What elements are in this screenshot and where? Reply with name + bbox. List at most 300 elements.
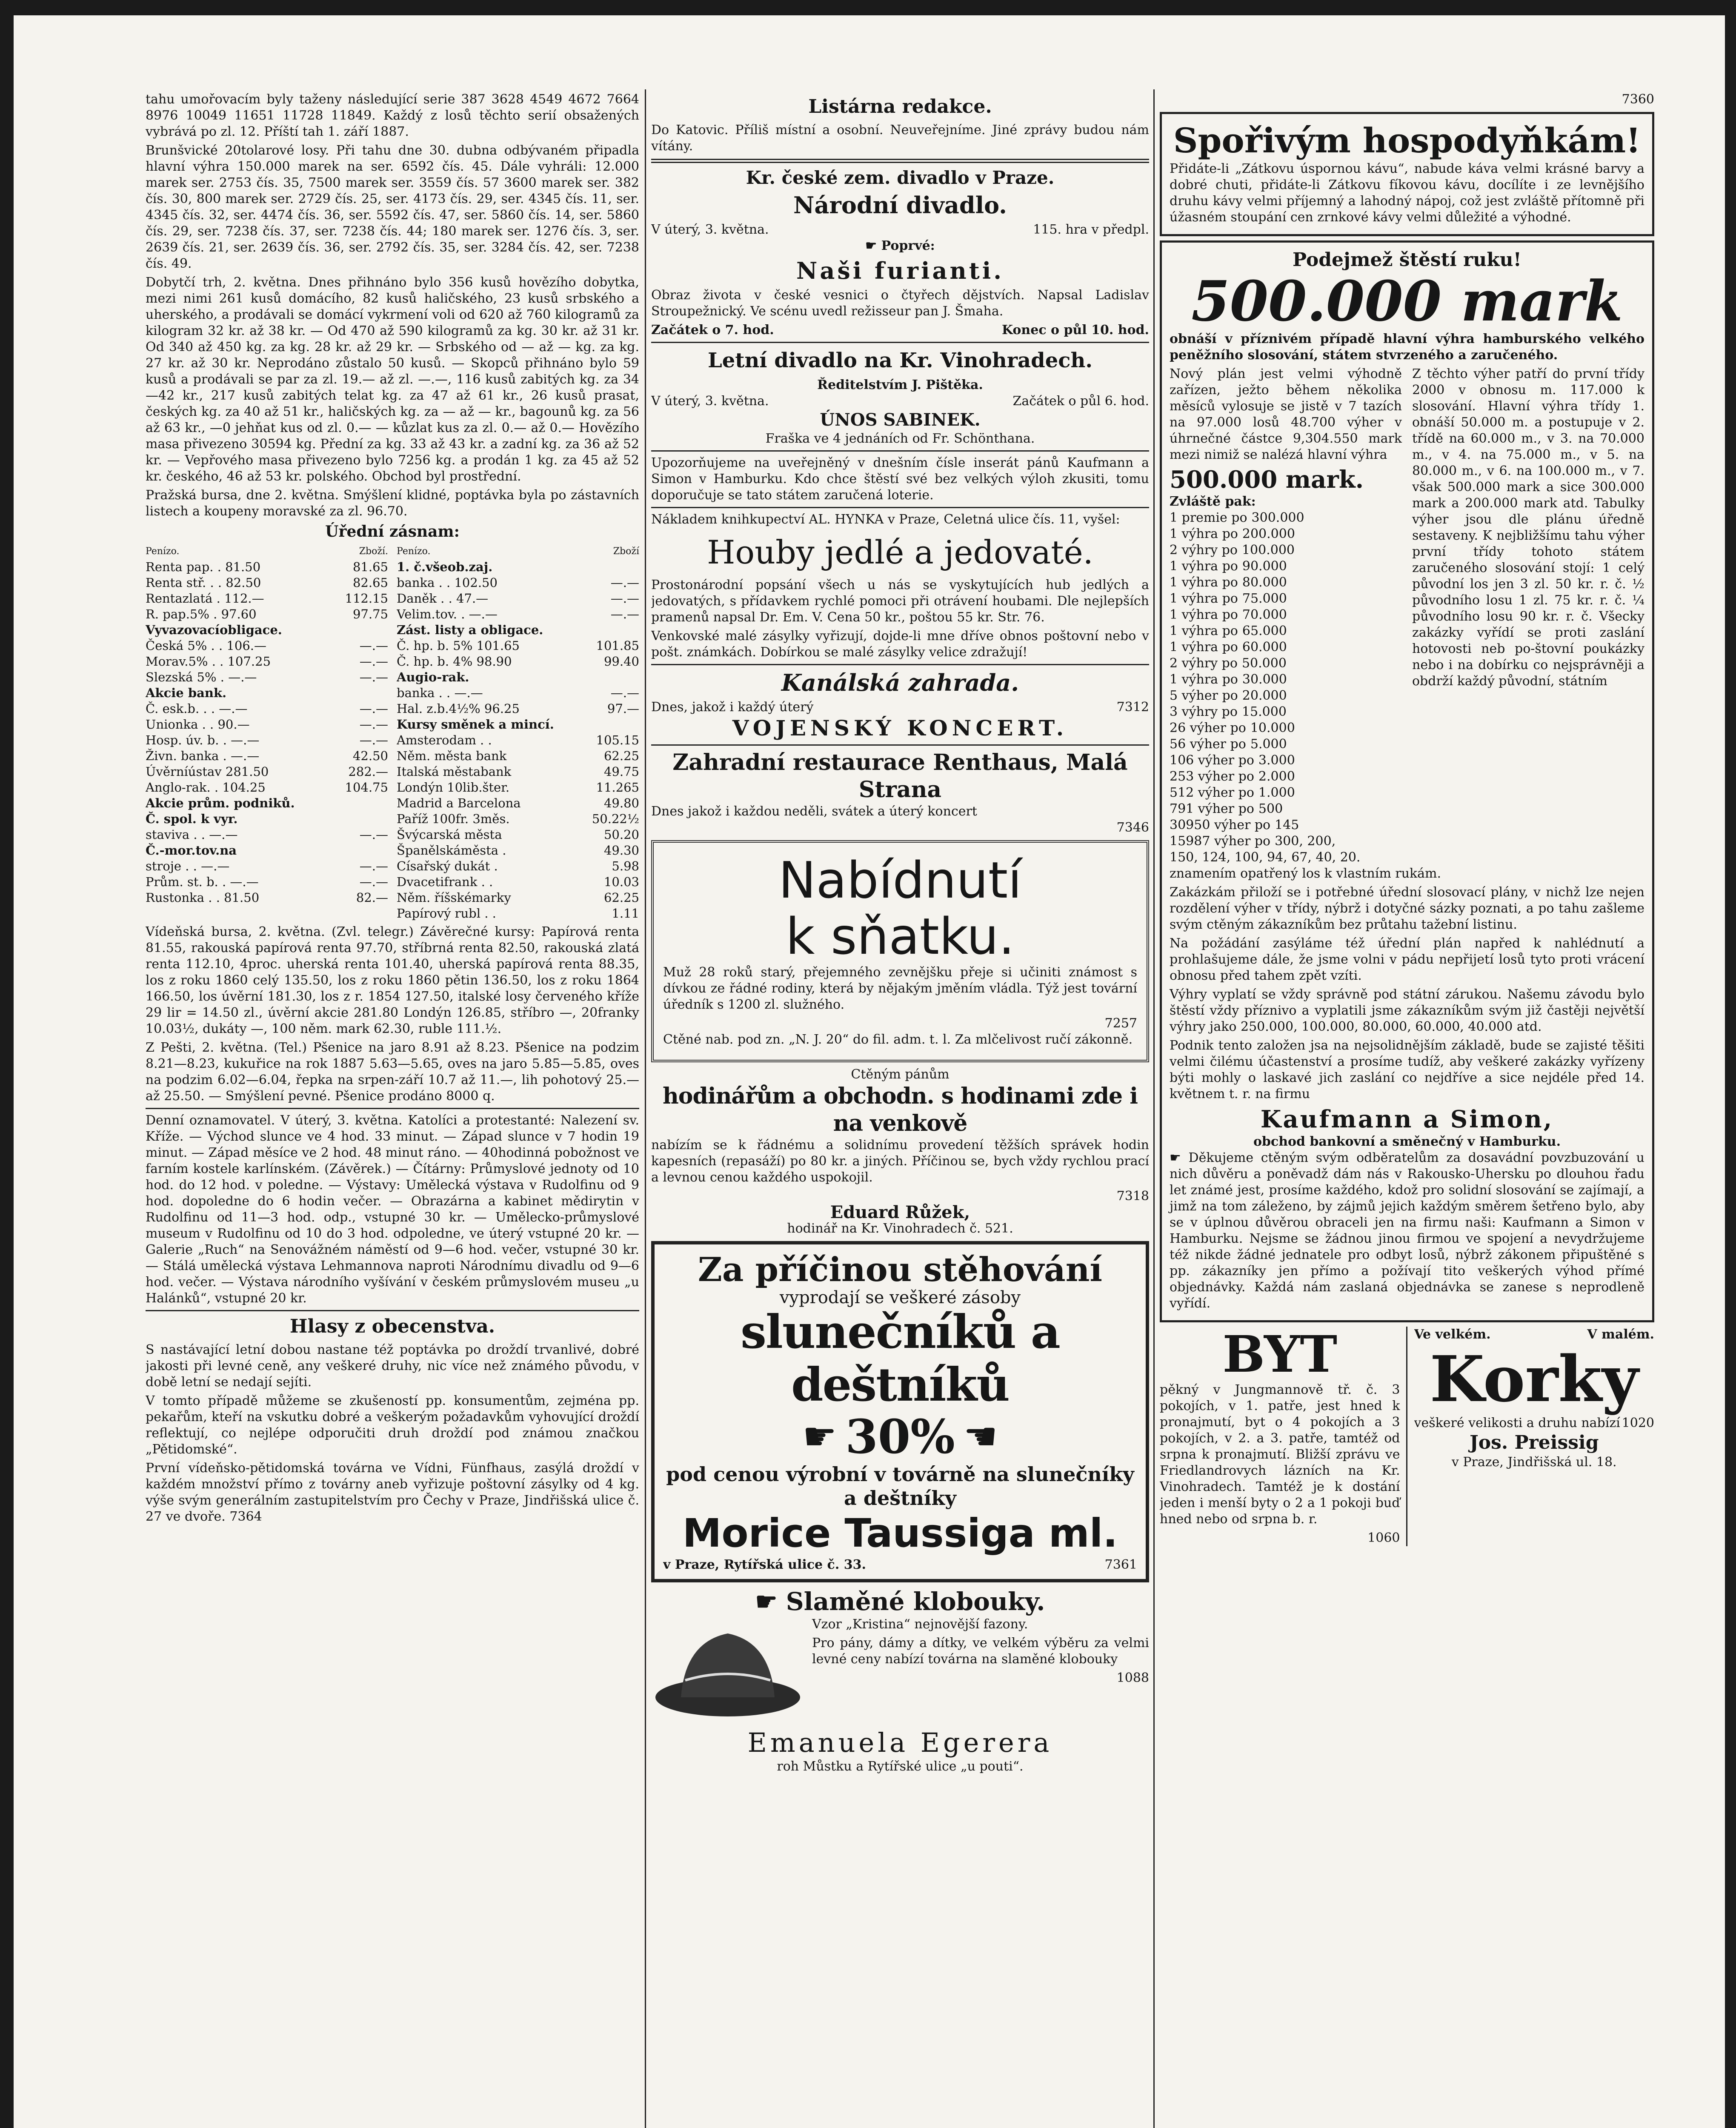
quote-label: Prům. st. b. . —.— [146, 875, 259, 889]
prize-row [1170, 542, 1402, 558]
quote-row [397, 638, 639, 654]
quote-value: —.— [610, 591, 639, 606]
direction: Ředitelstvím J. Pištěka. [817, 378, 983, 392]
prize-row [1170, 817, 1402, 833]
quote-value: —.— [359, 717, 388, 732]
quote-label: Renta stř. . . 82.50 [146, 575, 261, 590]
quote-label: Vyvazovacíobligace. [146, 623, 282, 637]
quote-value: 112.15 [345, 591, 388, 606]
quote-row [146, 654, 388, 669]
quotes-table-head-right [397, 543, 639, 559]
quote-row [146, 717, 388, 732]
quote-value: —.— [610, 686, 639, 700]
quote-row [397, 654, 639, 669]
farce-desc: Fraška ve 4 jednáních od Fr. Schönthana. [765, 431, 1035, 446]
quote-label: Rentazlatá . 112.— [146, 591, 264, 606]
quote-value: 105.15 [596, 733, 639, 747]
below-cost: pod cenou výrobní v továrně na slunečníky a deštníky [666, 1463, 1134, 1510]
prize-row [1170, 769, 1402, 785]
quote-row [146, 780, 388, 795]
vienna-exchange: Vídeňská bursa, 2. května. (Zvl. telegr.) Závěrečné kursy: Papírová renta 81.55, rakouská papírová renta 97.70, stříbrná renta 82.50, rakouská zlatá renta 112.10, 4proc. uherská renta 101.40, uherská papírová renta 88.35, los z roku 1860 celý 135.50, los z roku 1860 pětin 136.50, los z roku 1864 166.50, los úvěrní 181.30, los z r. 1854 127.50, italské losy červeného kříže 29 lir = 14.50 zl., úvěrní akcie 281.80 Londýn 126.85, stříbro —, 20franky 10.03½, dukáty —, 100 něm. mark 62.30, ruble 111.½. [146, 924, 639, 1036]
prize-amount: 15.000 [1241, 704, 1287, 719]
corks-ad [1414, 1327, 1655, 1546]
lottery-two-col [1170, 366, 1644, 866]
quote-row [146, 795, 388, 811]
yeast-para-1: S nastávající letní dobou nastane též poptávka po droždí trvanlivé, dobré jakosti při levné ceně, any veškeré druhy, nic více než známého původu, v době letní se nedají sejíti. [146, 1342, 639, 1390]
quote-label: banka . . —.— [397, 686, 483, 700]
lottery-text-4: Výhry vyplatí se vždy správně pod státní zárukou. Našemu závodu bylo štěstí vždy příznivo a vyplatili jsme zákazníkům svým již častěji největší výhry jako 250.000, 100.000, 80.000, 60.000, 40.000 atd. [1170, 987, 1644, 1034]
quote-row [146, 827, 388, 843]
apartment-text: pěkný v Jungmannově tř. č. 3 pokojích, v 1. patře, jest hned k pronajmutí, byt o 4 pokojích a 3 pokojích, v 2. a 3. patře, tamtéž od srpna k pronajmutí. Bližší zprávu ve Friedlandrovych lázních na Kr. Vinohradech. Tamtéž je k dostání jeden i menší byty o 2 a 1 pokoji buď hned nebo od srpna b. r. [1160, 1382, 1400, 1527]
quote-label: Augio-rak. [397, 670, 469, 684]
prize-amount: 145 [1275, 818, 1299, 832]
lottery-tagline: Podejmež štěstí ruku! [1293, 249, 1522, 271]
quote-label: Papírový rubl . . [397, 906, 496, 921]
quote-value: 62.25 [603, 890, 639, 905]
quote-row [146, 701, 388, 717]
quote-value: —.— [359, 638, 388, 653]
prize-row [1170, 688, 1402, 704]
quote-label: Česká 5% . . 106.— [146, 638, 266, 653]
bottom-ads-row [1160, 1324, 1654, 1546]
ad-number: 1060 [1367, 1530, 1400, 1545]
col-zbozi: Zboží [613, 546, 639, 557]
prize-amount: 500 [1258, 801, 1283, 816]
divider [651, 507, 1149, 508]
cattle-market: Dobytčí trh, 2. května. Dnes přihnáno bylo 356 kusů hovězího dobytka, mezi nimi 261 kusů domácího, 82 kusů haličského, 23 kusů srbského a uherského, a prodávali se domácí vykrmení voli od 620 až 760 kilogramů za kilogram 32 kr. až 38 kr. — Od 470 až 590 kilogramů za kg. 30 kr. až 31 kr. Od 340 až 450 kg. za kg. 28 kr. až 29 kr. — Srbského od — až — kg. za kg. 27 kr. až 30 kr. Neprodáno zůstalo 50 kusů. — Skopců přihnáno bylo 59 kusů a prodávali se par za zl. 19.— až zl. —.—, 116 kusů zabitých kg. za 34—42 kr., 217 kusů zabitých telat kg. za 47 až 61 kr., 26 kusů prasat, českých kg. za 40 až 51 kr., haličských kg. za — až — kr., bagounů kg. za 56 až 63 kr., —0 jehňat kus od zl. 0.— — kůzlat kus za zl. 0.— až 0.— Hovězího masa přivezeno 30594 kg. Přední za kg. 33 až 43 kr. a zadní kg. za 36 až 52 kr. — Vepřového masa přivezeno bylo 7256 kg. a prodán 1 kg. za 45 až 52 kr. českého, 46 až 53 kr. polského. Obchod byl prostřední. [146, 275, 639, 484]
prize-amount: 300, 200, [1275, 834, 1336, 849]
quote-row [397, 669, 639, 685]
marriage-ad [651, 840, 1149, 1062]
quote-label: Velim.tov. . —.— [397, 607, 498, 621]
prize-count: 26 výher po [1170, 721, 1246, 735]
preissig-address: v Praze, Jindřišská ul. 18. [1451, 1455, 1617, 1470]
prize-row [1170, 785, 1402, 801]
lottery-text-1: znamením opatřený los k vlastním rukám. [1170, 866, 1441, 881]
quote-value: 50.22½ [592, 812, 639, 826]
performance-date [651, 222, 1149, 238]
marriage-title-2: k sňatku. [786, 907, 1015, 966]
quote-label: staviva . . —.— [146, 827, 238, 842]
column-divider [1153, 89, 1155, 2128]
start-time: Začátek o půl 6. hod. [1012, 394, 1149, 409]
quote-row [397, 764, 639, 780]
quote-label: banka . . 102.50 [397, 575, 498, 590]
quote-value: 282.— [348, 764, 388, 779]
prize-count: 2 výhry po [1170, 656, 1238, 671]
quote-row [397, 858, 639, 874]
prize-count: 1 výhra po [1170, 591, 1238, 606]
date: V úterý, 3. května. [651, 394, 769, 409]
prize-row [1170, 591, 1402, 607]
start-time: Začátek o 7. hod. [651, 323, 774, 338]
quote-row [146, 843, 388, 858]
quote-row [146, 748, 388, 764]
lottery-text-2: Zakázkám přiloží se i potřebné úřední slosovací plány, v nichž lze nejen rozdělení výher v třídy, nýbrž i dotyčné sázky poznati, a po tahu zašleme svým ctěným zákazníkům bez průtahu tažební listinu. [1170, 885, 1644, 932]
quote-row [397, 795, 639, 811]
prize-amount: 20.000 [1242, 688, 1287, 703]
prize-row [1170, 655, 1402, 672]
corks-header [1414, 1327, 1655, 1343]
quote-row [397, 622, 639, 638]
quote-row [146, 559, 388, 575]
lottery-notice: Upozorňujeme na uveřejněný v dnešním čísle inserát pánů Kaufmann a Simon v Hamburku. Kdo chce štěstí své bez velkých výloh zkusiti, tomu doporučuje se tato státem zaručená loterie. [651, 455, 1149, 503]
quote-label: 1. č.všeob.zaj. [397, 560, 493, 574]
quote-row [397, 701, 639, 717]
quote-value: 99.40 [603, 654, 639, 669]
canal-garden-date [651, 699, 1149, 715]
pointing-hand-icon: ☛ [802, 1414, 837, 1459]
quote-label: Italská městabank [397, 764, 512, 779]
quote-label: Hal. z.b.4½% 96.25 [397, 701, 520, 716]
kaufmann-simon: Kaufmann a Simon, [1260, 1105, 1554, 1133]
quote-label: Č. esk.b. . . —.— [146, 701, 248, 716]
quote-row [397, 843, 639, 858]
quote-label: Úvěrníústav 281.50 [146, 764, 269, 779]
quote-label: Něm. říšskémarky [397, 890, 511, 905]
quote-row [397, 717, 639, 732]
ruzek-name: Eduard Růžek, [830, 1202, 970, 1222]
quote-row [397, 827, 639, 843]
divider [146, 1108, 639, 1109]
prize-tail: 150, 124, 100, 94, 67, 40, 20. [1170, 850, 1361, 865]
quote-row [397, 606, 639, 622]
morice-address: v Praze, Rytířská ulice č. 33. [663, 1557, 866, 1572]
quote-row [146, 669, 388, 685]
ad-number: 7312 [1116, 700, 1149, 715]
quote-value: —.— [359, 827, 388, 842]
divider [651, 450, 1149, 452]
morice-taussig: Morice Taussiga ml. [682, 1510, 1118, 1556]
column-finance [146, 92, 639, 2117]
straw-hats-title: ☛ Slaměné klobouky. [755, 1587, 1045, 1616]
quotes-left [146, 559, 388, 921]
quote-value: —.— [610, 575, 639, 590]
prize-amount: 5.000 [1250, 737, 1287, 752]
straw-hat-icon [651, 1616, 804, 1723]
quote-row [397, 559, 639, 575]
prize-row [1170, 801, 1402, 817]
especially: Zvláště pak: [1170, 494, 1256, 509]
corks-title: Korky [1430, 1342, 1639, 1416]
umbrellas-title: slunečníků a deštníků [741, 1305, 1060, 1412]
prize-row [1170, 526, 1402, 542]
public-voices-heading: Hlasy z obecenstva. [289, 1316, 495, 1337]
canal-garden: Kanálská zahrada. [781, 669, 1019, 696]
quote-value: 97.— [607, 701, 639, 716]
prize-amount: 300.000 [1251, 510, 1304, 525]
yeast-para-2: V tomto případě můžeme se zkušeností pp. konsumentům, zejména pp. pekařům, kteří na vskutku dobré a veškerým požadavkům vyhovující droždí reflektují, co nejlépe odporučiti druh droždí pod známou značkou „Pětidomské“. [146, 1393, 639, 1457]
quote-row [146, 606, 388, 622]
quote-value: 10.03 [603, 875, 639, 889]
prize-count: 15987 výher po [1170, 834, 1271, 849]
watchmakers-text: nabízím se k řádnému a solidnímu provedení těžších správek hodin kapesních (repasáží) po 80 kr. a jiných. Příčinou se, bych vždy rychlou prací a levnou cenou každého uspokojil. [651, 1138, 1149, 1185]
quote-label: Kursy směnek a mincí. [397, 717, 554, 732]
apartment-ad [1160, 1324, 1407, 1546]
thanks-text: ☛ Děkujeme ctěným svým odběratelům za dosavádní povzbuzování u nich důvěru a poněvadž dám nás v Rakousko-Uhersku po dlouhou řadu let známé jest, prosíme každého, kdož pro solidní slosování se zajímají, a jimž na tom záleženo, by zájmů jejich každým směrem šetřeno bylo, aby se v úplnou důvěrou obraceli jen na firmu naši: Kaufmann a Simon v Hamburku. Nejsme se žádnou jinou firmou ve spojení a nevydržujeme též nikde žádné jednatele pro odbyt losů, nýbrž zákonem připuštěné s pp. zákazníky jen přímo a požívají tito veškerých výhod přímé objednávky. Každá nám zaslaná objednávka se zanese s neprodleně vyřídí. [1170, 1150, 1644, 1311]
editorial-letters-heading: Listárna redakce. [808, 96, 992, 117]
quote-value: 82.— [356, 890, 388, 905]
lottery-ad [1160, 240, 1654, 1322]
quote-label: Živn. banka . —.— [146, 749, 260, 763]
prize-amount: 2.000 [1258, 769, 1295, 784]
moving-sale: Za příčinou stěhování [698, 1250, 1103, 1289]
prize-row [1170, 623, 1402, 639]
prize-row [1170, 607, 1402, 623]
quote-label: Něm. města bank [397, 749, 507, 763]
divider [651, 159, 1149, 163]
prize-count: 5 výher po [1170, 688, 1238, 703]
royal-theatre: Kr. české zem. divadlo v Praze. [746, 167, 1055, 188]
prize-count: 1 výhra po [1170, 526, 1238, 541]
prize-row [1170, 672, 1402, 688]
lottery-text-3: Na požádání zasýláme též úřední plán napřed k nahlédnutí a prohlašujeme dále, že jsme volni v pádu nepřijetí losů tyto proti vrácení obnosu před tahem zpět vzíti. [1170, 936, 1644, 983]
prize-amount: 100.000 [1241, 543, 1295, 558]
prize-list [1170, 510, 1402, 849]
prize-row [1170, 704, 1402, 720]
every-tuesday: Dnes, jakož i každý úterý [651, 700, 814, 715]
lottery-intro: obnáší v příznivém případě hlavní výhra hamburského velkého peněžního slosování, státem stvrzeného a zaručeného. [1170, 332, 1644, 363]
quote-row [146, 591, 388, 606]
prize-count: 1 výhra po [1170, 672, 1238, 687]
quote-label: Zást. listy a obligace. [397, 623, 543, 637]
quote-value: 11.265 [596, 780, 639, 795]
lottery-details: Z těchto výher patří do první třídy 2000 v obnosu m. 117.000 k slosování. Hlavní výhra třídy 1. obnáší 50.000 m. a postupuje v 2. třídě na 60.000 m., v 3. na 70.000 m., v 4. na 75.000 m., v 5. na 80.000 m., v 6. na 100.000 m., v 7. však 500.000 mark a sice 300.000 mark a 200.000 mark atd. Tabulky výher jsou dle plánu úředně sestaveny. K nejbližšímu tahu výher první třídy tohoto státem zaručeného slosování stojí: 1 celý původní los jen 3 zl. 50 kr. r. č. ½ původního losu 1 zl. 75 kr. r. č. ¼ původního losu 90 kr. r. č. Všecky zakázky vyřídí se proti zaslání hotovosti neb po-štovní poukázky nebo i na dobírku co nejsprávněji a obdrží každý původní, státním [1412, 366, 1644, 689]
umbrella-sale-ad [651, 1241, 1149, 1582]
scan-border-right [1725, 0, 1736, 2128]
shipping-note: Venkovské malé zásylky vyřizují, dojde-li mne dříve obnos poštovní nebo v pošt. známkách. Dobírkou se malé zásylky velice zdražují! [651, 629, 1149, 660]
prize-row [1170, 639, 1402, 655]
quote-label: Císařský dukát . [397, 859, 498, 873]
prize-amount: 75.000 [1242, 591, 1287, 606]
kristina-model: Vzor „Kristina“ nejnovější fazony. [812, 1617, 1028, 1632]
prize-count: 253 výher po [1170, 769, 1254, 784]
quote-value: —.— [359, 701, 388, 716]
quote-label: Madrid a Barcelona [397, 796, 521, 810]
egerer-address: roh Můstku a Rytířské ulice „u pouti“. [777, 1759, 1024, 1774]
ad-number: 1088 [1116, 1670, 1149, 1685]
play-title-2: ÚNOS SABINEK. [820, 410, 981, 430]
prize-amount: 3.000 [1258, 753, 1295, 768]
prize-row [1170, 510, 1402, 526]
publisher: Nákladem knihkupectví AL. HYNKA v Praze, Celetná ulice čís. 11, vyšel: [651, 512, 1120, 527]
quote-label: stroje . . —.— [146, 859, 230, 873]
prize-amount: 70.000 [1242, 607, 1287, 622]
watchmakers-title: hodinářům a obchodn. s hodinami zde i na venkově [663, 1083, 1138, 1136]
lottery-left [1170, 366, 1402, 866]
quote-row [397, 780, 639, 795]
prize-count: 1 výhra po [1170, 624, 1238, 638]
hat-offer: Pro pány, dámy a dítky, ve velkém výběru za velmi levné ceny nabízí továrna na slaměné klobouky [812, 1636, 1149, 1667]
prize-amount: 30.000 [1242, 672, 1287, 687]
quote-row [397, 685, 639, 701]
quote-label: Slezská 5% . —.— [146, 670, 257, 684]
prize-count: 1 výhra po [1170, 559, 1238, 574]
divider [651, 342, 1149, 343]
prize-row [1170, 833, 1402, 849]
quote-value: 49.30 [603, 843, 639, 858]
col-penize: Penízo. [397, 546, 431, 557]
quote-row [146, 622, 388, 638]
prize-amount: 80.000 [1242, 575, 1287, 590]
prize-amount: 200.000 [1242, 526, 1295, 541]
quote-row [397, 575, 639, 591]
quote-label: R. pap.5% . 97.60 [146, 607, 257, 621]
prize-amount: 1.000 [1258, 785, 1295, 800]
quote-value: 49.75 [603, 764, 639, 779]
quote-label: Paříž 100fr. 3měs. [397, 812, 510, 826]
quote-label: Č. spol. k vyr. [146, 812, 238, 826]
ad-number: 7361 [1104, 1557, 1137, 1572]
quote-row [146, 638, 388, 654]
play-title: Naši furianti. [796, 257, 1004, 284]
mushrooms-desc: Prostonárodní popsání všech u nás se vyskytujících hub jedlých a jedovatých, s přídavkem rychlé pomoci při otrávení houbami. Dle nejlepších pramenů napsal Dr. Em. V. Cena 50 kr., poštou 55 kr. Str. 76. [651, 578, 1149, 625]
quotes-table [146, 543, 639, 921]
quote-label: Č. hp. b. 4% 98.90 [397, 654, 512, 669]
quote-label: Amsterodam . . [397, 733, 492, 747]
prize-count: 106 výher po [1170, 753, 1254, 768]
ad-number: 7360 [1622, 92, 1654, 107]
lottery-text-5: Podnik tento založen jsa na nejsolidnějším základě, bude se zajisté těšiti velmi čilému účastenství a prosíme tudíž, aby veškeré zakázky vyřízeny býti mohly o laskavé jich zaslání co nejdříve a sice nejdéle před 14. květnem t. r. na firmu [1170, 1038, 1644, 1101]
quote-row [397, 890, 639, 906]
prize-count: 1 výhra po [1170, 575, 1238, 590]
prize-count: 512 výher po [1170, 785, 1254, 800]
prize-amount: 50.000 [1241, 656, 1287, 671]
preissig: Jos. Preissig [1469, 1432, 1599, 1453]
quote-row [146, 890, 388, 906]
housewives-text: Přidáte-li „Zátkovu úspornou kávu“, nabude káva velmi krásné barvy a dobré chuti, přidáte-li Zátkovu fíkovou kávu, docílíte i ze levnějšího druhu kávy velmi příjemný a lahodný nápoj, což jest zvláště přítomně při úžasném stoupání cen zrnkové kávy velmi důležité a výhodné. [1170, 161, 1644, 225]
mushrooms-title: Houby jedlé a jedovaté. [707, 533, 1093, 571]
quote-row [146, 811, 388, 827]
pointing-hand-icon: ☚ [963, 1414, 998, 1459]
showtimes [651, 322, 1149, 338]
quote-label: Anglo-rak. . 104.25 [146, 780, 266, 795]
column-divider [645, 89, 646, 2128]
yeast-para-3: První vídeňsko-pětidomská továrna ve Vídni, Fünfhaus, zasýlá droždí v každém množství přímo z továrny aneb vyřizuje poštovní zásylky od 4 kg. výše svým generálním zastupitelstvím pro Čechy v Praze, Jindřišská ulice č. 27 ve dvoře. 7364 [146, 1461, 639, 1524]
lottery-headline: 500.000 mark [1191, 269, 1623, 334]
pointing-hand-icon: ☛ [1170, 1150, 1189, 1165]
lottery-right [1412, 366, 1644, 866]
marriage-contact: Ctěné nab. pod zn. „N. J. 20“ do fil. adm. t. l. Za mlčelivost ručí zákonně. [663, 1032, 1133, 1047]
discount-row [663, 1411, 1137, 1462]
marriage-text: Muž 28 roků starý, přejemného zevnějšku přeje si učiniti známost s dívkou ze řádné rodiny, která by nějakým jměním vládla. Týž jest tovární úředník s 1200 zl. služného. [663, 965, 1137, 1012]
ad-number: 7318 [1116, 1189, 1149, 1204]
prize-count: 1 premie po [1170, 510, 1247, 525]
quote-value: —.— [359, 859, 388, 873]
wholesale: Ve velkém. [1414, 1327, 1491, 1342]
quote-row [397, 591, 639, 606]
morice-address-row [663, 1557, 1137, 1573]
quote-value: 62.25 [603, 749, 639, 763]
official-quotes-heading: Úřední zásnam: [325, 523, 460, 541]
quote-row [146, 575, 388, 591]
quote-row [146, 764, 388, 780]
quote-label: Hosp. úv. b. . —.— [146, 733, 260, 747]
renthaus-desc: Dnes jakož i každou neděli, svátek a úterý koncert [651, 804, 977, 819]
lottery-plan: Nový plán jest velmi výhodně zařízen, ježto během několika měsíců vylosuje se jistě v 7 tazích na 97.000 losů 48.700 výher v úhrnečné částce 9,304.550 mark mezi nimiž se nalézá hlavní výhra [1170, 366, 1402, 462]
marriage-title-1: Nabídnutí [778, 851, 1022, 910]
prize-count: 56 výher po [1170, 737, 1246, 752]
divider [651, 744, 1149, 746]
col-zbozi: Zboží. [359, 546, 388, 557]
col-penize: Penízo. [146, 546, 180, 557]
corks-text: veškeré velikosti a druhu nabízí [1414, 1416, 1620, 1430]
ruzek-address: hodinář na Kr. Vinohradech č. 521. [787, 1221, 1013, 1236]
retail: V malém. [1587, 1327, 1654, 1342]
prize-row [1170, 736, 1402, 752]
daily-notices: Denní oznamovatel. V úterý, 3. května. Katolíci a protestanté: Nalezení sv. Kříže. — Východ slunce ve 4 hod. 33 minut. — Západ slunce v 7 hodin 19 minut. — Západ měsíce ve 2 hod. 48 minut ráno. — 40hodinná pobožnost ve farním kostele karlínském. (Závěrek.) — Čítárny: Průmyslové jednoty od 10 hod. do 12 hod. v poledne. — Výstavy: Umělecká výstava v Rudolfinu od 9 hod. dopoledne do 6 hodin večer. — Obrazárna a kabinet mědirytin v Rudolfinu od 11—3 hod. odp., vstupné 30 kr. — Umělecko-průmyslové museum v Rudolfinu od 10 do 3 hod. odpoledne, ve úterý vstupné 20 kr. — Galerie „Ruch“ na Senovážném náměstí od 9—6 hod. večer, vstupné 30 kr. — Stálá umělecká výstava Lehmannova naproti Národnímu divadlu od 9—6 hod. večer. — Výstava národního vyšívání v českém průmyslovém museu „u Halánků“, vstupné 20 kr. [146, 1113, 639, 1306]
date: V úterý, 3. května. [651, 222, 769, 237]
quote-row [146, 858, 388, 874]
prize-count: 2 výhry po [1170, 543, 1238, 558]
housewives-ad [1160, 112, 1654, 236]
column-theatre-ads [651, 92, 1149, 2113]
quote-label: Unionka . . 90.— [146, 717, 250, 732]
national-theatre: Národní divadlo. [793, 192, 1007, 219]
quote-row [397, 906, 639, 921]
quote-value: 50.20 [603, 827, 639, 842]
end-time: Konec o půl 10. hod. [1002, 323, 1149, 338]
prize-row [1170, 720, 1402, 736]
quote-label: Renta pap. . 81.50 [146, 560, 261, 574]
quote-value: 82.65 [352, 575, 388, 590]
prize-count: 3 výhry po [1170, 704, 1238, 719]
quotes-table-head-left [146, 543, 388, 559]
quote-value: —.— [359, 875, 388, 889]
play-description: Obraz života v české vesnici o čtyřech dějstvích. Napsal Ladislav Stroupežnický. Ve scénu uvedl režisseur pan J. Šmaha. [651, 288, 1149, 319]
summer-showtimes [651, 393, 1149, 409]
quote-value: 81.65 [352, 560, 388, 574]
renthaus: Zahradní restaurace Renthaus, Malá Strana [672, 749, 1128, 803]
prize-row [1170, 575, 1402, 591]
quote-label: Č. hp. b. 5% 101.65 [397, 638, 520, 653]
quote-row [397, 811, 639, 827]
scan-border-left [0, 0, 14, 2128]
ad-number: 7346 [1116, 820, 1149, 835]
ad-number: 1020 [1622, 1416, 1654, 1430]
pointing-hand-icon: ☛ [865, 238, 881, 253]
quote-row [397, 874, 639, 890]
prize-count: 1 výhra po [1170, 640, 1238, 655]
quote-label: Daněk . . 47.— [397, 591, 489, 606]
quote-value: 42.50 [352, 749, 388, 763]
premiere-label: ☛ Poprvé: [865, 238, 935, 253]
column-ads [1160, 92, 1654, 2109]
editorial-letters: Do Katovic. Příliš místní a osobní. Neuveřejníme. Jiné zprávy budou nám vítány. [651, 123, 1149, 154]
quote-label: Č.-mor.tov.na [146, 843, 237, 858]
quote-label: Londýn 10lib.šter. [397, 780, 510, 795]
quote-label: Akcie bank. [146, 686, 227, 700]
prize-amount: 90.000 [1242, 559, 1287, 574]
brunswick-lottery: Brunšvické 20tolarové losy. Při tahu dne 30. dubna odbývaném připadla hlavní výhra 150.000 marek na ser. 6592 čís. 45. Dále vyhráli: 12.000 marek ser. 2753 čís. 35, 7500 marek ser. 3559 čís. 57 3600 marek ser. 382 čís. 30, 800 marek ser. 2729 čís. 25, ser. 4173 čís. 29, ser. 4345 čís. 11, ser. 4345 čís. 32, ser. 4474 čís. 36, ser. 5592 čís. 47, ser. 5860 čís. 14, ser. 5860 čís. 29, ser. 7238 čís. 37, ser. 7238 čís. 44; 180 marek ser. 1276 čís. 3, ser. 2639 čís. 21, ser. 2639 čís. 36, ser. 2792 čís. 35, ser. 3284 čís. 42, ser. 7238 čís. 49. [146, 143, 639, 271]
subscription: 115. hra v předpl. [1033, 222, 1149, 237]
quote-row [146, 685, 388, 701]
prize-row [1170, 558, 1402, 575]
pointing-hand-icon: ☛ [755, 1587, 786, 1616]
summer-theatre: Letní divadlo na Kr. Vinohradech. [707, 349, 1093, 372]
quote-label: Dvacetifrank . . [397, 875, 493, 889]
quote-label: Rustonka . . 81.50 [146, 890, 260, 905]
prague-exchange: Pražská bursa, dne 2. května. Smýšlení klidné, poptávka byla po zástavních listech a koupeny moravské za zl. 96.70. [146, 488, 639, 519]
main-prize: 500.000 mark. [1170, 466, 1364, 494]
prize-count: 30950 výher po [1170, 818, 1271, 832]
military-concert: VOJENSKÝ KONCERT. [732, 715, 1068, 741]
selling-stock: vyprodají se veškeré zásoby [779, 1288, 1021, 1307]
apartment-title: BYT [1222, 1324, 1338, 1384]
quote-label: Akcie prům. podniků. [146, 796, 295, 810]
quote-value: —.— [359, 670, 388, 684]
quote-value: —.— [610, 607, 639, 621]
